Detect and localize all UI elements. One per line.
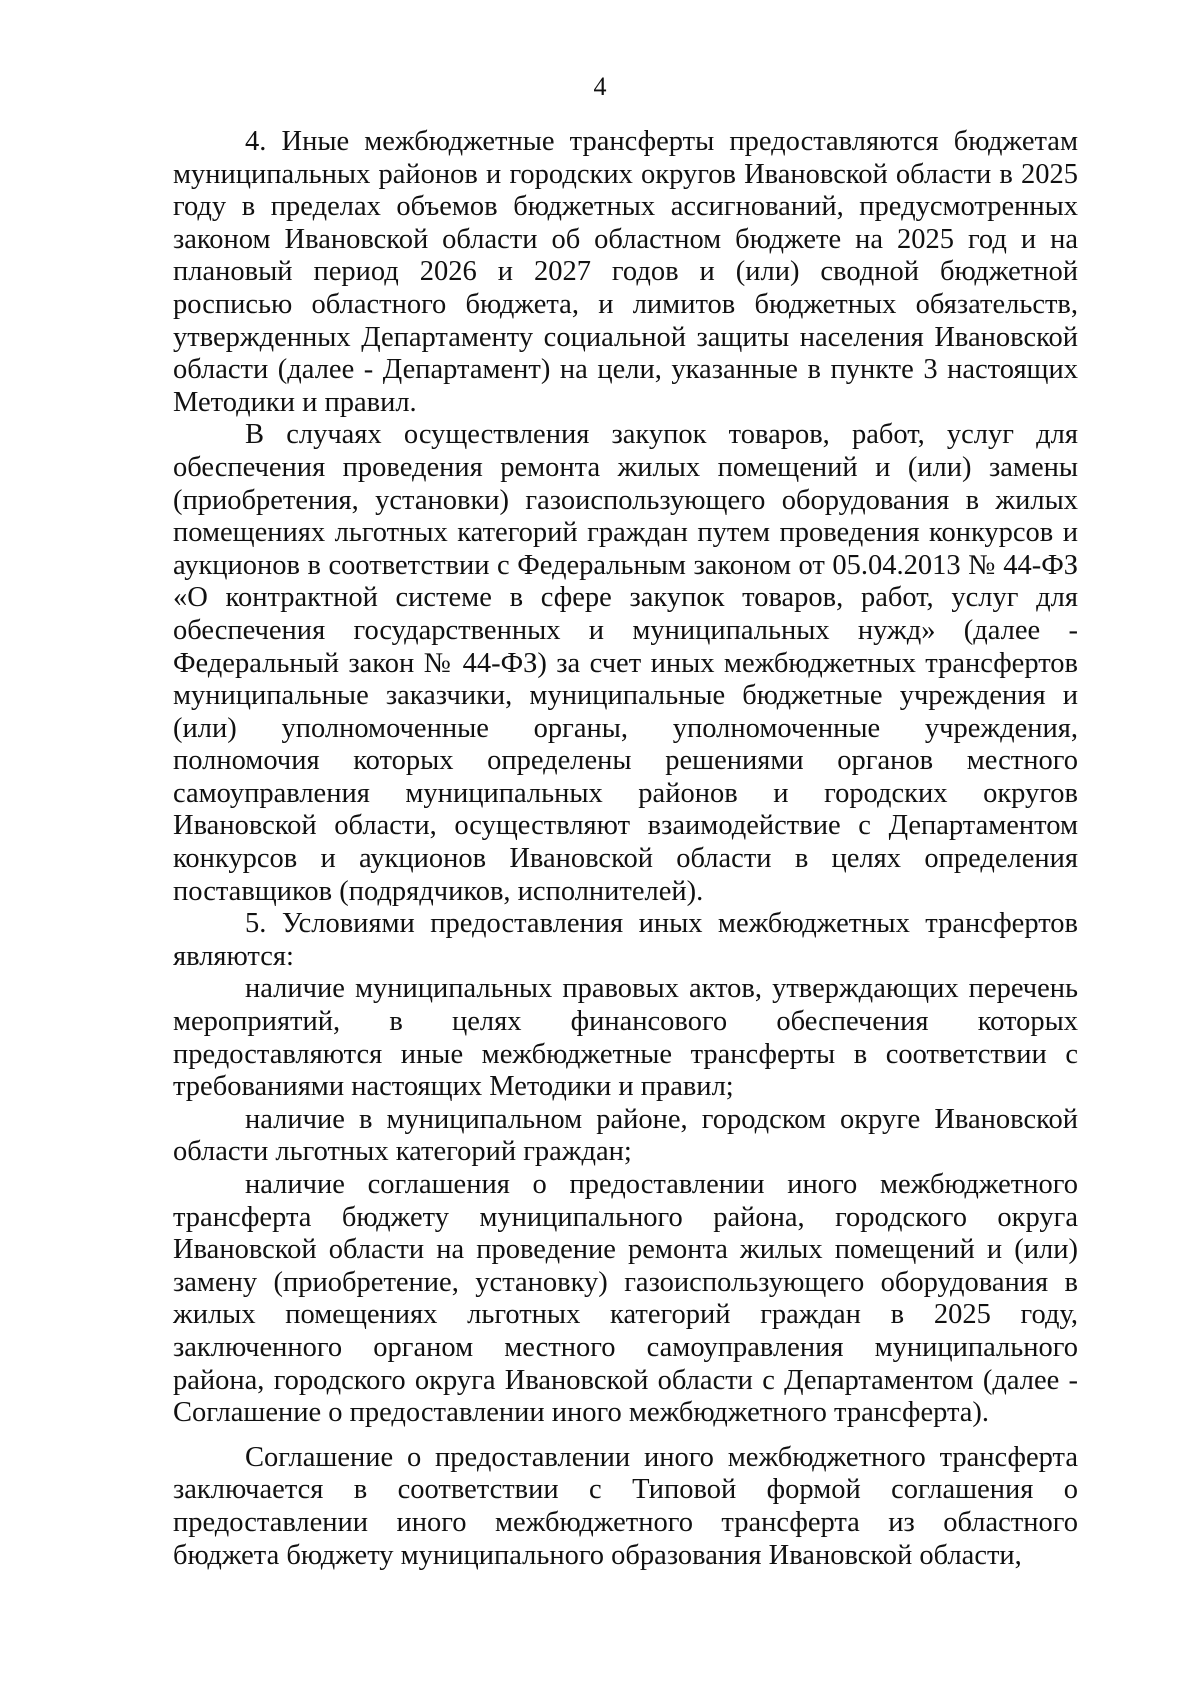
paragraph-item-4: 4. Иные межбюджетные трансферты предоставляются бюджетам муниципальных районов и городских округов Ивановской области в 2025 году в пределах объемов бюджетных ассигнований, предусмотренных законом Ивановской области об областном бюджете на 2025 год и на плановый период 2026 и 2027 годов и (или) сводной бюджетной росписью областного бюджета, и лимитов бюджетных обязательств, утвержденных Департаменту социальной защиты населения Ивановской области (далее - Департамент) на цели, указанные в пункте 3 настоящих Методики и правил. — [173, 126, 1078, 418]
paragraph-item-5: 5. Условиями предоставления иных межбюджетных трансфертов являются: — [173, 908, 1078, 972]
page-number: 4 — [593, 72, 607, 101]
paragraph-procurement: В случаях осуществления закупок товаров, работ, услуг для обеспечения проведения ремонта жилых помещений и (или) замены (приобретения, установки) газоиспользующего оборудования в жилых помещениях льготных категорий граждан путем проведения конкурсов и аукционов в соответствии с Федеральным законом от 05.04.2013 № 44-ФЗ «О контрактной системе в сфере закупок товаров, работ, услуг для обеспечения государственных и муниципальных нужд» (далее - Федеральный закон № 44-ФЗ) за счет иных межбюджетных трансфертов муниципальные заказчики, муниципальные бюджетные учреждения и (или) уполномоченные органы, уполномоченные учреждения, полномочия которых определены решениями органов местного самоуправления муниципальных районов и городских округов Ивановской области, осуществляют взаимодействие с Департаментом конкурсов и аукционов Ивановской области в целях определения поставщиков (подрядчиков, исполнителей). — [173, 419, 1078, 907]
paragraph-condition-agreement: наличие соглашения о предоставлении иного межбюджетного трансферта бюджету муниципального района, городского округа Ивановской области на проведение ремонта жилых помещений и (или) замену (приобретение, установку) газоиспользующего оборудования в жилых помещениях льготных категорий граждан в 2025 году, заключенного органом местного самоуправления муниципального района, городского округа Ивановской области с Департаментом (далее - Соглашение о предоставлении иного межбюджетного трансферта). — [173, 1169, 1078, 1429]
paragraph-agreement-form: Соглашение о предоставлении иного межбюджетного трансферта заключается в соответствии с Типовой формой соглашения о предоставлении иного межбюджетного трансферта из областного бюджета бюджету муниципального образования Ивановской области, — [173, 1441, 1078, 1571]
document-body — [173, 126, 1078, 1572]
paragraph-condition-beneficiaries: наличие в муниципальном районе, городском округе Ивановской области льготных категорий граждан; — [173, 1103, 1078, 1168]
paragraph-condition-legal-acts: наличие муниципальных правовых актов, утверждающих перечень мероприятий, в целях финансового обеспечения которых предоставляются иные межбюджетные трансферты в соответствии с требованиями настоящих Методики и правил; — [173, 973, 1078, 1103]
